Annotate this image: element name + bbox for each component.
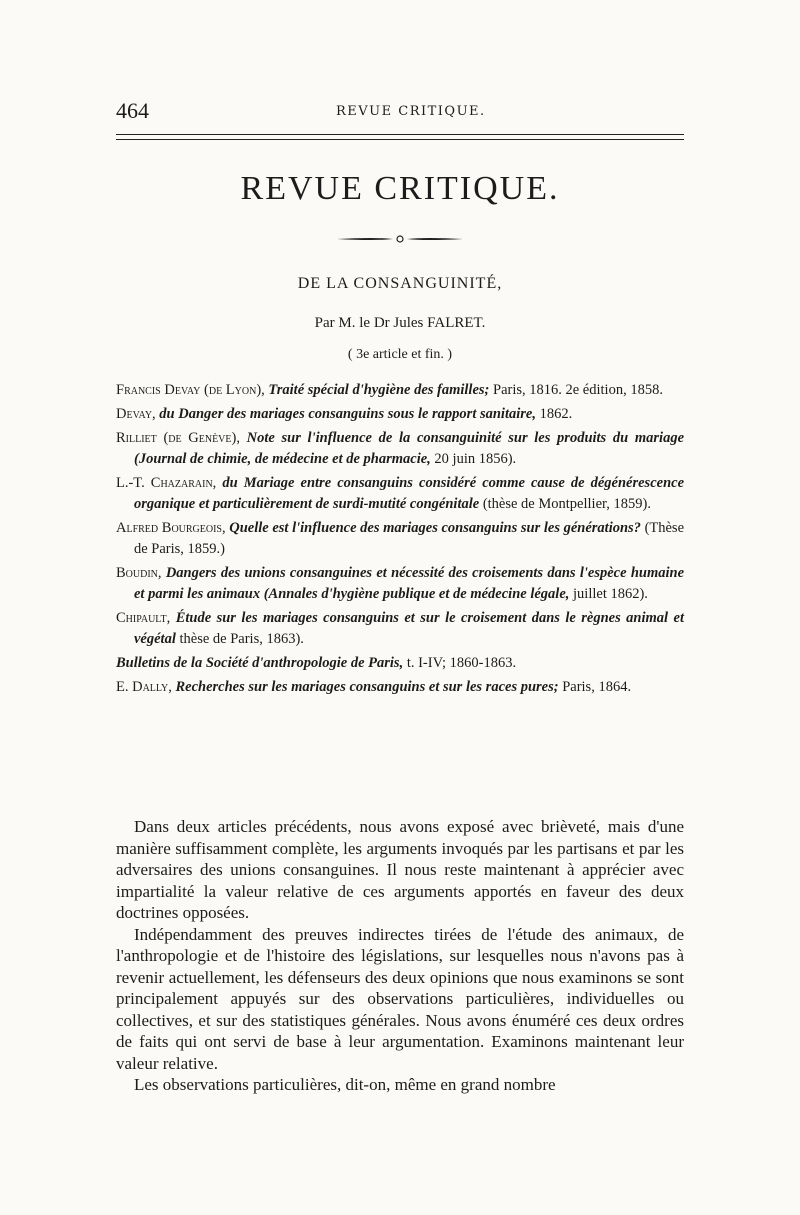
header-rule-top	[116, 134, 684, 135]
paragraph: Dans deux articles précédents, nous avons exposé avec brièveté, mais d'une manière suffisamment complète, les arguments invoqués par les partisans et par les adversaires des unions consanguines. Il nous reste maintenant à apprécier avec impartialité la valeur relative de ces arguments apportés en faveur des deux doctrines opposées.	[116, 817, 684, 922]
paragraph: Indépendamment des preuves indirectes tirées de l'étude des animaux, de l'anthropologie et de l'histoire des législations, sur lesquelles nous n'avons pas à revenir actuellement, les défenseurs des deux opinions que nous examinons se sont principalement appuyés sur des observations particulières, individuelles ou collectives, et sur des statistiques générales. Nous avons énuméré ces deux ordres de faits qui ont servi de base à leur argumentation. Examinons maintenant leur valeur relative.	[116, 924, 684, 1073]
ornament-divider	[335, 234, 465, 244]
paragraph: Les observations particulières, dit-on, même en grand nombre	[134, 1075, 556, 1094]
section-title: REVUE CRITIQUE.	[240, 170, 560, 207]
bib-entry: Devay, du Danger des mariages consanguins sous le rapport sanitaire, 1862.	[116, 406, 573, 422]
bib-entry: Francis Devay (de Lyon), Traité spécial d'hygiène des familles; Paris, 1816. 2e édition, 1858.	[116, 382, 663, 398]
bibliography	[116, 380, 684, 701]
running-title: REVUE CRITIQUE.	[336, 104, 486, 119]
body-text	[116, 816, 684, 1096]
bib-entry: Chipault, Étude sur les mariages consanguins et sur le croisement dans le règnes animal et végétal thèse de Paris, 1863).	[116, 610, 684, 647]
bib-entry: E. Dally, Recherches sur les mariages consanguins et sur les races pures; Paris, 1864.	[116, 679, 632, 695]
running-header	[116, 92, 686, 128]
bib-entry: L.-T. Chazarain, du Mariage entre consanguins considéré comme cause de dégénérescence organique et particulièrement de surdi-mutité congénitale (thèse de Montpellier, 1859).	[116, 475, 685, 512]
bib-entry: Alfred Bourgeois, Quelle est l'influence des mariages consanguins sur les générations? (Thèse de Paris, 1859.)	[116, 520, 685, 557]
bib-entry: Rilliet (de Genève), Note sur l'influence de la consanguinité sur les produits du mariage (Journal de chimie, de médecine et de pharmacie, 20 juin 1856).	[116, 430, 685, 467]
bib-entry: Bulletins de la Société d'anthropologie de Paris, t. I-IV; 1860-1863.	[116, 655, 517, 671]
header-rule-bottom	[116, 139, 684, 140]
article-title: DE LA CONSANGUINITÉ,	[297, 275, 503, 292]
page-number: 464	[116, 98, 149, 123]
article-note: ( 3e article et fin. )	[347, 347, 453, 362]
author-line: Par M. le Dr Jules FALRET.	[314, 315, 486, 331]
bib-entry: Boudin, Dangers des unions consanguines et nécessité des croisements dans l'espèce humaine et parmi les animaux (Annales d'hygiène publique et de médecine légale, juillet 1862).	[116, 565, 685, 602]
